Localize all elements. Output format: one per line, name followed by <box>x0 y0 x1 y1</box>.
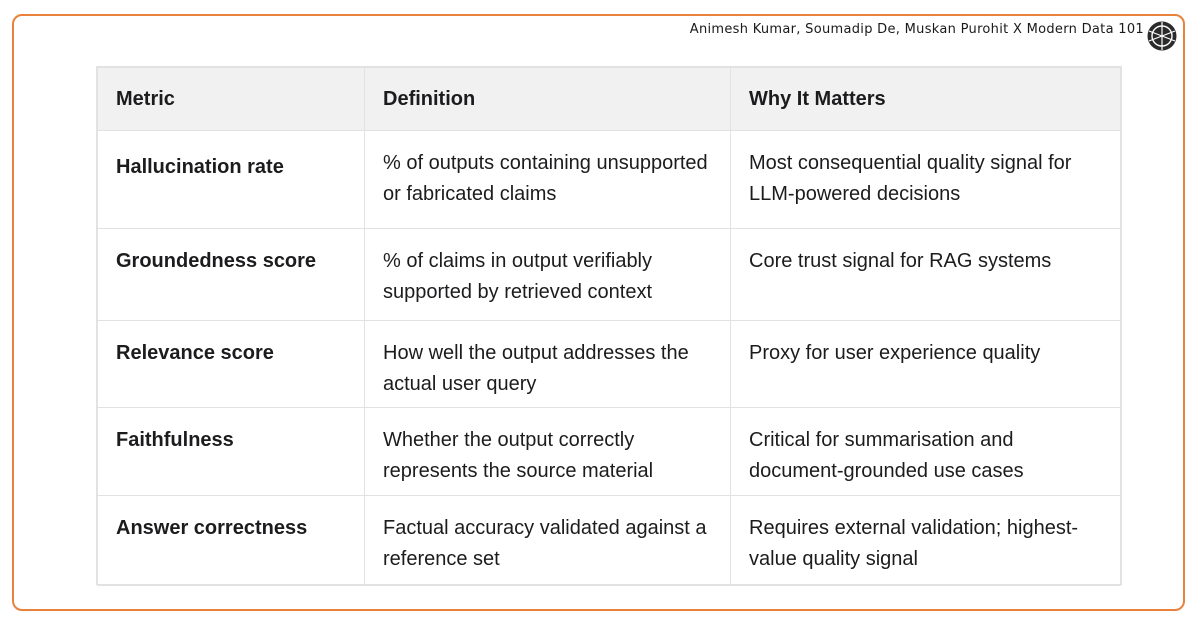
definition-cell: Whether the output correctly represents the source material <box>365 408 731 496</box>
header-definition: Definition <box>365 68 731 131</box>
definition-cell: % of outputs containing unsupported or fabricated claims <box>365 131 731 229</box>
why-cell: Proxy for user experience quality <box>731 321 1121 408</box>
definition-cell: % of claims in output verifiably supported by retrieved context <box>365 229 731 321</box>
header-metric: Metric <box>98 68 365 131</box>
table-row <box>98 229 1121 321</box>
table-row <box>98 408 1121 496</box>
metric-cell: Hallucination rate <box>98 131 365 229</box>
author-credit: Animesh Kumar, Soumadip De, Muskan Purohit X Modern Data 101 <box>689 22 1144 37</box>
metric-cell: Answer correctness <box>98 496 365 586</box>
table-row <box>98 321 1121 408</box>
why-cell: Most consequential quality signal for LLM-powered decisions <box>731 131 1121 229</box>
why-cell: Requires external validation; highest-value quality signal <box>731 496 1121 586</box>
table-header-row <box>98 68 1121 131</box>
table-row <box>98 496 1121 586</box>
metrics-table <box>96 66 1122 585</box>
modern-data-101-logo-icon <box>1146 20 1178 52</box>
metric-cell: Faithfulness <box>98 408 365 496</box>
definition-cell: How well the output addresses the actual user query <box>365 321 731 408</box>
why-cell: Critical for summarisation and document-grounded use cases <box>731 408 1121 496</box>
why-cell: Core trust signal for RAG systems <box>731 229 1121 321</box>
header-why-it-matters: Why It Matters <box>731 68 1121 131</box>
metric-cell: Relevance score <box>98 321 365 408</box>
metric-cell: Groundedness score <box>98 229 365 321</box>
definition-cell: Factual accuracy validated against a reference set <box>365 496 731 586</box>
table-row <box>98 131 1121 229</box>
